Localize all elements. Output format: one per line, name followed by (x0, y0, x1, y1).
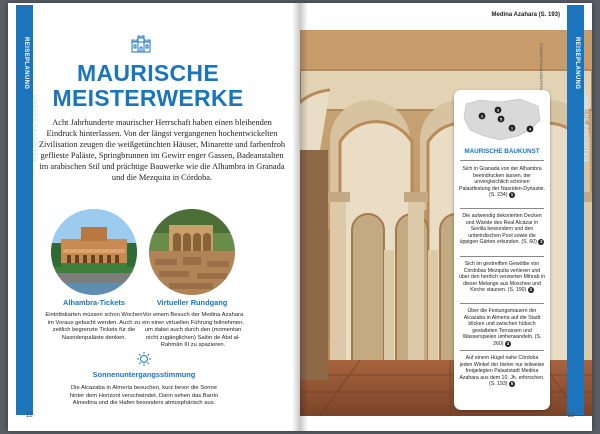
tab-subsection-label: UNSERE FAVORITEN (31, 95, 37, 162)
map-marker-label: 2 (480, 113, 484, 119)
box-title: MAURISCHE BAUKUNST (464, 148, 540, 155)
feature-2-text: Vor einem Besuch der Medina Azahara ein einer virtuellen Führung teilnehmen, um dabei auch durch den (momentan nicht zugänglichen) Salón de Abd al-Rahmān III zu spazieren. (142, 312, 244, 348)
list-item (459, 355, 545, 388)
item-number-badge: 5 (510, 381, 514, 387)
feature-3-text: Die Alcazaba in Almería besuchen, kurz bevor die Sonne hinter dem Horizont verschwindet. Dann sehen das Barrio Almedina und die Hafen besonders atmosphärisch aus. (69, 385, 219, 406)
tab-subsection-label: UNSERE FAVORITEN (582, 95, 588, 162)
book-spread (8, 3, 592, 431)
title-line-1: MAURISCHE (77, 60, 219, 86)
divider (460, 350, 544, 351)
item-text: Über die Festungsmauern der Alcazaba in Almería auf die Stadt blicken und zwischen hübsch gestalteten Terrassen und Wasserspielen umherwandeln. (S. 260) (462, 308, 542, 347)
left-page (8, 3, 300, 431)
item-number-badge: 4 (506, 340, 510, 346)
section-tab-left (16, 5, 37, 415)
list-item (459, 166, 545, 199)
map-marker-label: 5 (499, 116, 503, 122)
alhambra-photo (51, 209, 137, 295)
list-item (459, 213, 545, 246)
tab-section-label: REISEPLANUNG (23, 37, 29, 90)
andalusia-map (460, 96, 544, 144)
item-text: Sich in Granada von der Alhambra beeindrucken lassen, der unvergleichlich schönen Palastfestung der Nasriden-Dynastie. (S. 234) (459, 166, 545, 199)
page-number-right: 13 (567, 413, 574, 419)
intro-paragraph: Acht Jahrhunderte maurischer Herrschaft haben einen bleibenden Eindruck hinterlassen. Von der längst vergangenen hochentwickelten Zivilisation zeugen die weißgetünchten Häuser, Minarette und farbenfroh geflieste Paläste, Springbrunnen im Gewirr enger Gassen, Badeanstalten im arabischen Stil und prächtige Bauwerke wie die Alhambra in Granada und die Mezquita in Córdoba. (38, 118, 286, 182)
item-number-badge: 2 (540, 239, 543, 245)
map-marker-label: 3 (496, 107, 500, 113)
page-title (48, 61, 248, 111)
list-item (459, 308, 545, 348)
map-marker-label: 1 (510, 125, 514, 131)
item-text: Die aufwendig dekorierten Decken und Wände des Real Alcázar in Sevilla bewundern und den unterirdischen Pool sowie die üppigen Gärten erkunden. (S. 60) (459, 213, 542, 246)
list-item (459, 261, 545, 294)
divider (460, 303, 544, 304)
item-number-badge: 1 (510, 192, 514, 198)
item-text: Sich im gestreiften Gewölbe von Córdobas Mezquita verlieren und über den herrlich verzierten Mihrab in dieser Melange aus Moschee und Kirche staunen. (S. 190) (459, 261, 545, 294)
page-number-left: 12 (26, 413, 33, 419)
title-line-2: MEISTERWERKE (52, 85, 244, 111)
item-number-badge: 3 (529, 287, 532, 293)
castle-icon (130, 35, 152, 53)
feature-1-title: Alhambra-Tickets (63, 298, 125, 307)
section-tab-right (567, 5, 588, 415)
feature-1-text: Eintrittskarten müssen schon Wochen im Voraus gebucht werden. Auch zu zeitlich begrenzte Tickets für die Nasridenpaläste denken. (45, 312, 143, 341)
tab-section-label: REISEPLANUNG (574, 37, 580, 90)
divider (460, 208, 544, 209)
feature-3-title: Sonnenuntergangsstimmung (92, 370, 196, 379)
running-head: Medina Azahara (S. 193) (491, 12, 560, 18)
divider (460, 256, 544, 257)
book-gutter (292, 3, 308, 431)
map-marker-label: 4 (528, 126, 532, 132)
medina-azahara-photo (149, 209, 235, 295)
moorish-architecture-box (454, 90, 550, 410)
sunset-icon (135, 350, 153, 366)
divider (460, 160, 544, 161)
item-text: Auf einem Hügel nahe Córdoba jeden Winkel der bisher nur teilweise freigelegten Palaststadt Medina Azahara aus dem 10. Jh. erforschen. (S. 193) (459, 355, 545, 388)
feature-2-title: Virtueller Rundgang (156, 298, 228, 307)
